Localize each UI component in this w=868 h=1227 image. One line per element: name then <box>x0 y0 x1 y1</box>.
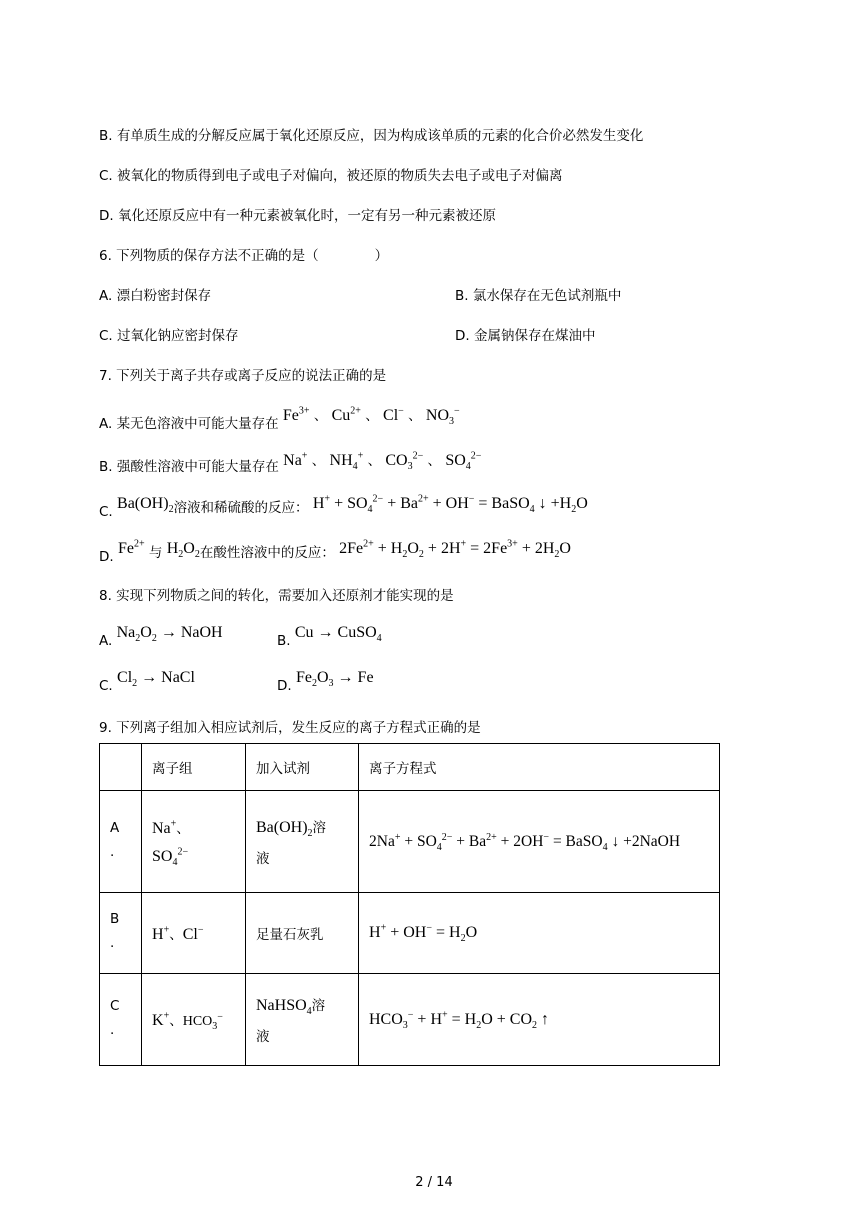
ion-cu2: $Cu^{2+}$ <box>331 405 361 424</box>
q8-option-b: B. Cu → CuSO$_4$ <box>277 624 382 649</box>
conversion-8c: $Cl_2$ → NaCl <box>117 669 195 690</box>
equation-7d: $2Fe^{2+} + H_2O_2 + 2H^+ = 2Fe^{3+} + 2H_2O$ <box>339 538 571 561</box>
q7-option-b: B. 强酸性溶液中可能大量存在 Na+ 、 $NH_4^+$ 、 $CO_3^{2-}$ 、 $SO_4^{2-}$ <box>99 450 482 475</box>
ion-nh4: $NH_4^+$ <box>329 450 364 473</box>
row-label: C · <box>100 974 142 1066</box>
ion-group-cell: K+、$HCO_3^-$ <box>142 974 246 1066</box>
q5-option-c: C. 被氧化的物质得到电子或电子对偏向，被还原的物质失去电子或电子对偏离 <box>99 168 563 184</box>
ion-fe2: $Fe^{2+}$ <box>117 538 145 557</box>
equation-cell: $H^+ + OH^- = H_2O$ <box>359 893 720 974</box>
q6-stem: 6. 下列物质的保存方法不正确的是（ ） <box>99 248 389 264</box>
q5-option-b: B. 有单质生成的分解反应属于氧化还原反应，因为构成该单质的元素的化合价必然发生变化 <box>99 128 644 144</box>
table-header-row <box>100 744 720 791</box>
ion-cl: Cl− <box>383 405 404 424</box>
conversion-8b: Cu → CuSO$_4$ <box>294 624 382 645</box>
table-row <box>100 791 720 893</box>
q9-stem: 9. 下列离子组加入相应试剂后，发生反应的离子方程式正确的是 <box>99 720 481 736</box>
q9-table <box>99 743 720 1066</box>
header-cell: 离子组 <box>142 744 246 791</box>
page-number: 2 / 14 <box>415 1175 453 1190</box>
q7-option-c: C. $Ba(OH)_2$溶液和稀硫酸的反应： $H^+ + SO_4^{2-} + Ba^{2+} + OH^-$ = BaSO$_4$ ↓ $+H_2O$ <box>99 493 588 520</box>
conversion-8d: $Fe_2O_3 \to Fe$ <box>295 669 374 690</box>
formula-baoh2: $Ba(OH)_2$ <box>117 495 174 516</box>
q6-option-c: C. 过氧化钠应密封保存 <box>99 328 239 344</box>
ion-group-cell: Na+、 $SO_4^{2-}$ <box>142 791 246 893</box>
q8-stem: 8. 实现下列物质之间的转化，需要加入还原剂才能实现的是 <box>99 588 454 604</box>
conversion-8a: $Na_2O_2$ → NaOH <box>116 624 223 645</box>
equation-cell: $HCO_3^- + H^+ = H_2O + CO_2$ ↑ <box>359 974 720 1066</box>
q5-option-d: D. 氧化还原反应中有一种元素被氧化时，一定有另一种元素被还原 <box>99 208 496 224</box>
equation-cell: $2Na^+ + SO_4^{2-} + Ba^{2+} + 2OH^-$ = BaSO$_4$ ↓ +2NaOH <box>359 791 720 893</box>
reagent-cell: 足量石灰乳 <box>246 893 359 974</box>
q8-option-a: A. $Na_2O_2$ → NaOH <box>99 624 223 649</box>
ion-co3: $CO_3^{2-}$ <box>385 450 424 473</box>
header-cell <box>100 744 142 791</box>
table-row <box>100 974 720 1066</box>
table-row <box>100 893 720 974</box>
ion-so4: $SO_4^{2-}$ <box>445 450 482 473</box>
q6-option-b: B. 氯水保存在无色试剂瓶中 <box>455 288 622 304</box>
q6-option-a: A. 漂白粉密封保存 <box>99 288 212 304</box>
q7-stem: 7. 下列关于离子共存或离子反应的说法正确的是 <box>99 368 387 384</box>
header-cell: 离子方程式 <box>359 744 720 791</box>
ion-no3: $NO_3^-$ <box>425 405 460 428</box>
ion-na: Na+ <box>283 450 308 469</box>
reagent-cell: NaHSO$_4$溶 液 <box>246 974 359 1066</box>
ion-fe3: $Fe^{3+}$ <box>282 405 310 424</box>
header-cell: 加入试剂 <box>246 744 359 791</box>
q8-option-d: D. $Fe_2O_3 \to Fe$ <box>277 669 374 694</box>
q7-option-a: A. 某无色溶液中可能大量存在 $Fe^{3+}$ 、 $Cu^{2+}$ 、 Cl− 、 $NO_3^-$ <box>99 405 460 432</box>
equation-7c: $H^+ + SO_4^{2-} + Ba^{2+} + OH^-$ = BaSO$_4$ ↓ $+H_2O$ <box>312 493 588 516</box>
q6-option-d: D. 金属钠保存在煤油中 <box>455 328 596 344</box>
ion-group-cell: H+、Cl− <box>142 893 246 974</box>
formula-h2o2: $H_2O_2$ <box>166 540 200 561</box>
reagent-cell: $Ba(OH)_2$溶 液 <box>246 791 359 893</box>
q7-option-d: D. $Fe^{2+}$ 与 $H_2O_2$在酸性溶液中的反应： $2Fe^{2+} + H_2O_2 + 2H^+ = 2Fe^{3+} + 2H_2O$ <box>99 538 571 565</box>
row-label: B · <box>100 893 142 974</box>
row-label: A · <box>100 791 142 893</box>
q8-option-c: C. $Cl_2$ → NaCl <box>99 669 195 694</box>
